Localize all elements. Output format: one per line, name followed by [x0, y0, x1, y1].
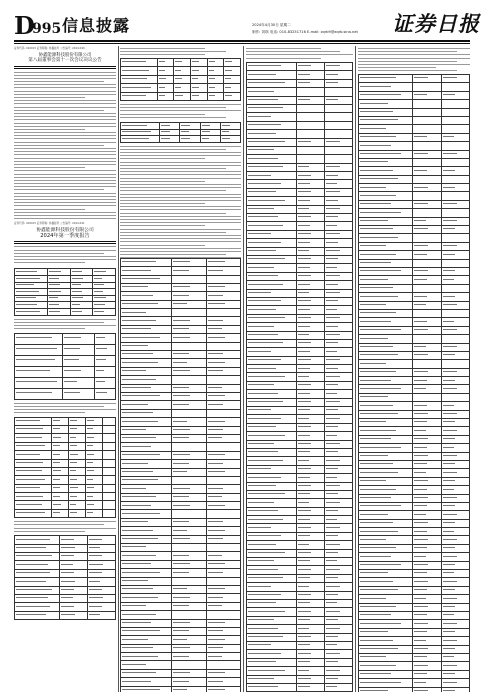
parent-balance-table [358, 74, 470, 692]
masthead [0, 0, 484, 42]
date-line: 2024年4月30日 星期二 [252, 23, 291, 27]
column-3 [246, 46, 353, 692]
company-name: 协鑫能源科技股份有限公司 [38, 53, 92, 59]
section-text [358, 48, 470, 74]
balance-table [14, 535, 116, 620]
masthead-rule-thin [14, 43, 470, 44]
section-text [14, 319, 116, 333]
notice-body-text [14, 72, 116, 220]
notice-title: 2024年第一季度报告 [40, 233, 90, 240]
section-text [246, 48, 353, 62]
title-rule [14, 66, 116, 69]
financial-table-1 [14, 268, 116, 315]
company-name: 协鑫能源科技股份有限公司 [36, 227, 94, 233]
notice-code-line: 证券代码: 002015 证券简称: 协鑫能科 公告编号: 2024-041 [14, 221, 85, 225]
report-intro-text [14, 246, 116, 268]
balance-sheet-table [120, 258, 241, 692]
notice-title: 第八届董事会第十一次会议决议公告 [28, 58, 102, 64]
column-divider [243, 46, 244, 692]
newspaper-logo: 证券日报 [392, 11, 480, 36]
section-text [14, 403, 116, 417]
title-rule [14, 241, 116, 244]
segment-table [120, 122, 241, 143]
section-text [120, 104, 241, 122]
column-1 [14, 46, 116, 692]
section-text [120, 146, 241, 258]
page-letter: D [14, 11, 35, 40]
section-text [120, 48, 241, 58]
cash-flow-table [246, 62, 353, 692]
page-number: 995 [32, 21, 62, 37]
section-text [14, 521, 116, 535]
column-divider [118, 46, 119, 692]
financial-table-2 [14, 333, 116, 400]
notice-code-line: 证券代码: 002015 证券简称: 协鑫能科 公告编号: 2024-040 [14, 47, 85, 50]
column-4 [358, 46, 470, 692]
section-title: 信息披露 [62, 16, 131, 35]
editors-line: 制作: 刘琪 电话: 010-83251716 E-mail: zqrb9@zqrb.sina.net [252, 30, 358, 34]
shareholder-table [14, 417, 116, 519]
column-divider [355, 46, 356, 692]
column-2 [120, 46, 241, 692]
masthead-rule [14, 40, 470, 42]
income-summary-table [120, 58, 241, 101]
